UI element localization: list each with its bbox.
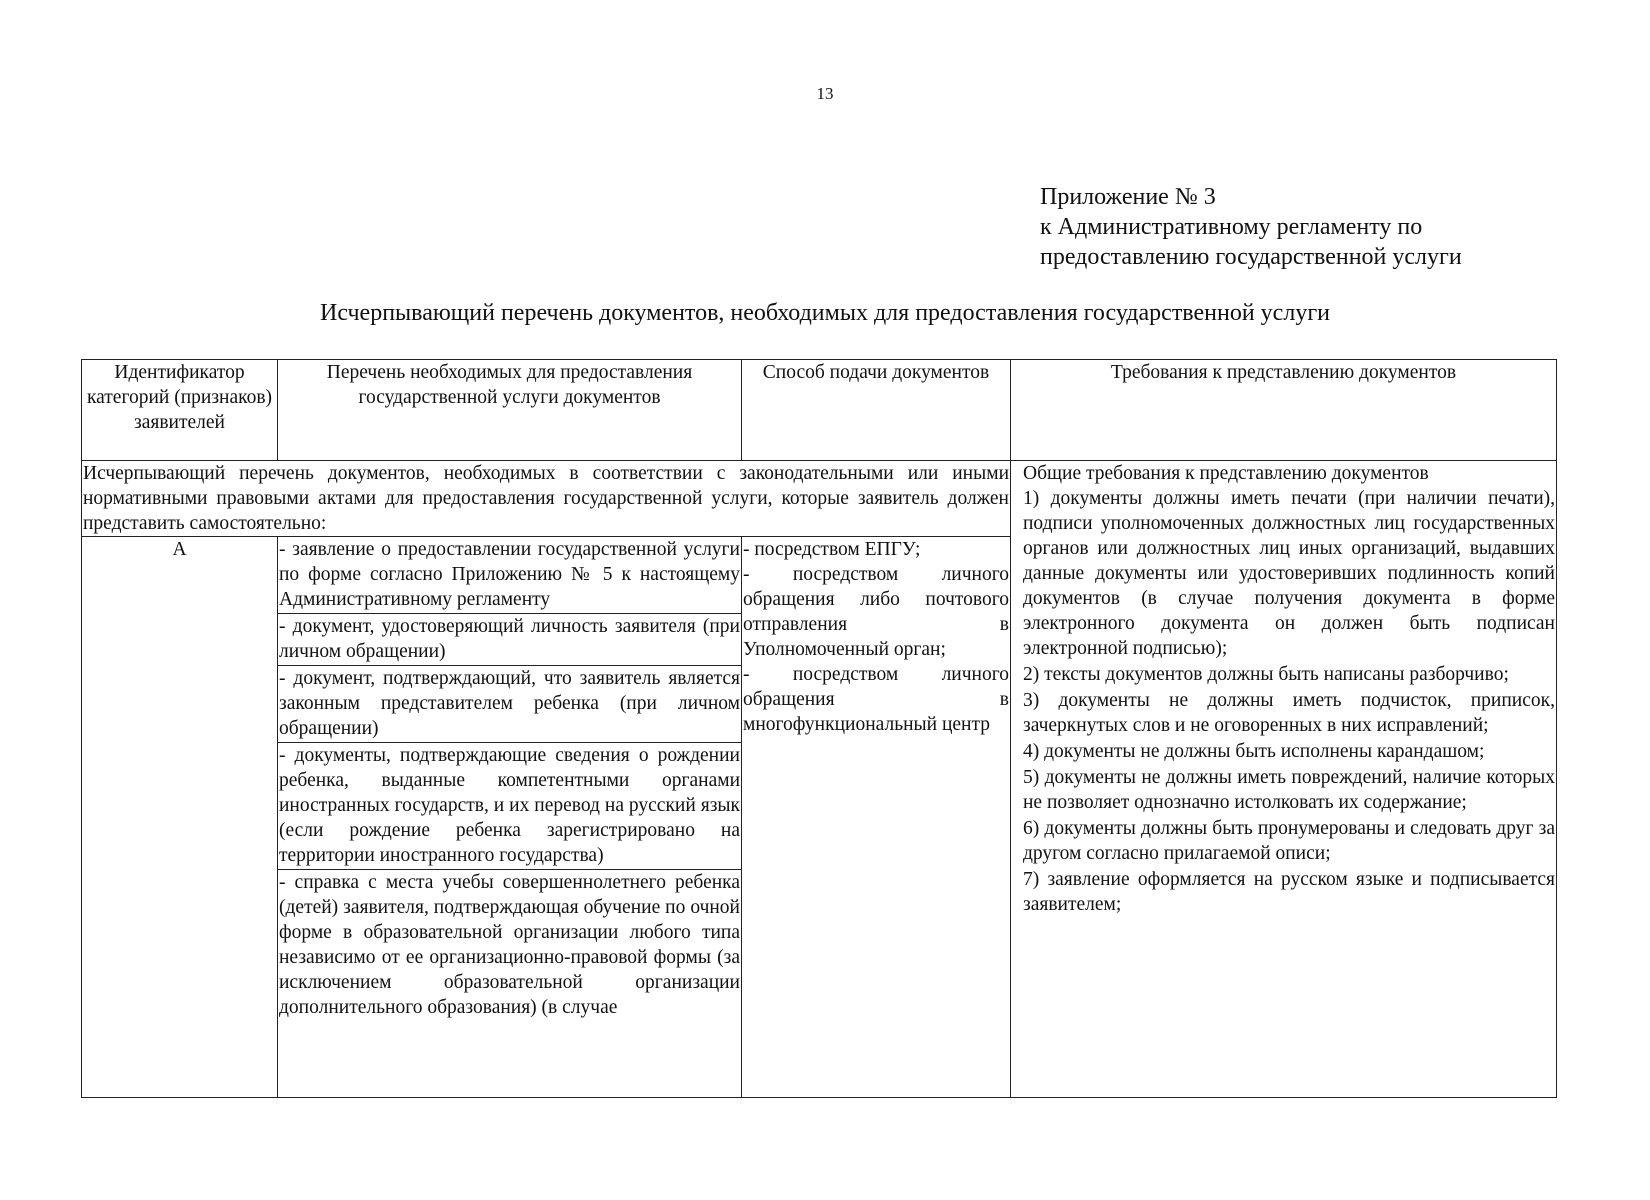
section-row (82, 461, 1557, 537)
requirement-item-6: 6) документы должны быть пронумерованы и следовать друг за другом согласно прилагаемой описи; (1023, 818, 1555, 864)
category-identifier: А (82, 537, 278, 1098)
method-item-authorized-body: - посредством личного обращения либо почтового отправления в Уполномоченный орган; (743, 564, 1009, 660)
document-item-study-certificate: - справка с места учебы совершеннолетнего ребенка (детей) заявителя, подтверждающая обучение по очной форме в образовательной организации любого типа независимо от ее организационно-правовой формы (за исключением образовательной организации дополнительного образования) (в случае (278, 869, 741, 1021)
method-item-epgu: - посредством ЕПГУ; (743, 539, 921, 560)
header-category-id: Идентификатор категорий (признаков) заявителей (82, 360, 278, 461)
header-submission-method: Способ подачи документов (742, 360, 1011, 461)
header-requirements: Требования к представлению документов (1011, 360, 1557, 461)
requirements-table (81, 359, 1557, 1098)
annex-header (1040, 182, 1462, 272)
annex-line-1: Приложение № 3 (1040, 184, 1216, 210)
methods-cell (742, 537, 1011, 1098)
section-description: Исчерпывающий перечень документов, необходимых в соответствии с законодательными или иными нормативными правовыми актами для предоставления государственной услуги, которые заявитель должен представить самостоятельно: (82, 461, 1011, 537)
requirement-item-3: 3) документы не должны иметь подчисток, приписок, зачеркнутых слов и не оговоренных в них исправлений; (1023, 690, 1555, 736)
requirement-item-1: 1) документы должны иметь печати (при наличии печати), подписи уполномоченных должностных лиц государственных органов или должностных лиц иных организаций, выдавших данные документы или удостоверивших подлинность копий документов (в случае получения документа в форме электронного документа он должен быть подписан электронной подписью); (1023, 488, 1555, 659)
requirement-item-5: 5) документы не должны иметь повреждений, наличие которых не позволяет однозначно истолковать их содержание; (1023, 767, 1555, 813)
table-header-row (82, 360, 1557, 461)
documents-cell (278, 537, 742, 1098)
document-item-legal-representative: - документ, подтверждающий, что заявитель является законным представителем ребенка (при личном обращении) (278, 665, 741, 742)
document-item-application: - заявление о предоставлении государственной услуги по форме согласно Приложению № 5 к настоящему Административному регламенту (279, 539, 740, 610)
requirements-heading: Общие требования к представлению документов (1023, 463, 1429, 484)
header-documents-list: Перечень необходимых для предоставления государственной услуги документов (278, 360, 742, 461)
requirement-item-7: 7) заявление оформляется на русском языке и подписывается заявителем; (1023, 869, 1555, 915)
document-item-birth-foreign: - документы, подтверждающие сведения о рождении ребенка, выданные компетентными органами иностранных государств, и их перевод на русский язык (если рождение ребенка зарегистрировано на территории иностранного государства) (278, 742, 741, 869)
annex-line-3: предоставлению государственной услуги (1040, 244, 1462, 270)
document-title: Исчерпывающий перечень документов, необходимых для предоставления государственной услуги (319, 300, 1330, 326)
document-item-identity: - документ, удостоверяющий личность заявителя (при личном обращении) (278, 613, 741, 665)
requirement-item-4: 4) документы не должны быть исполнены карандашом; (1023, 741, 1485, 762)
annex-line-2: к Административному регламенту по (1040, 214, 1423, 240)
method-item-mfc: - посредством личного обращения в многофункциональный центр (743, 664, 1009, 735)
page-number: 13 (816, 84, 834, 103)
requirements-cell (1011, 461, 1557, 1098)
requirement-item-2: 2) тексты документов должны быть написаны разборчиво; (1023, 664, 1509, 685)
